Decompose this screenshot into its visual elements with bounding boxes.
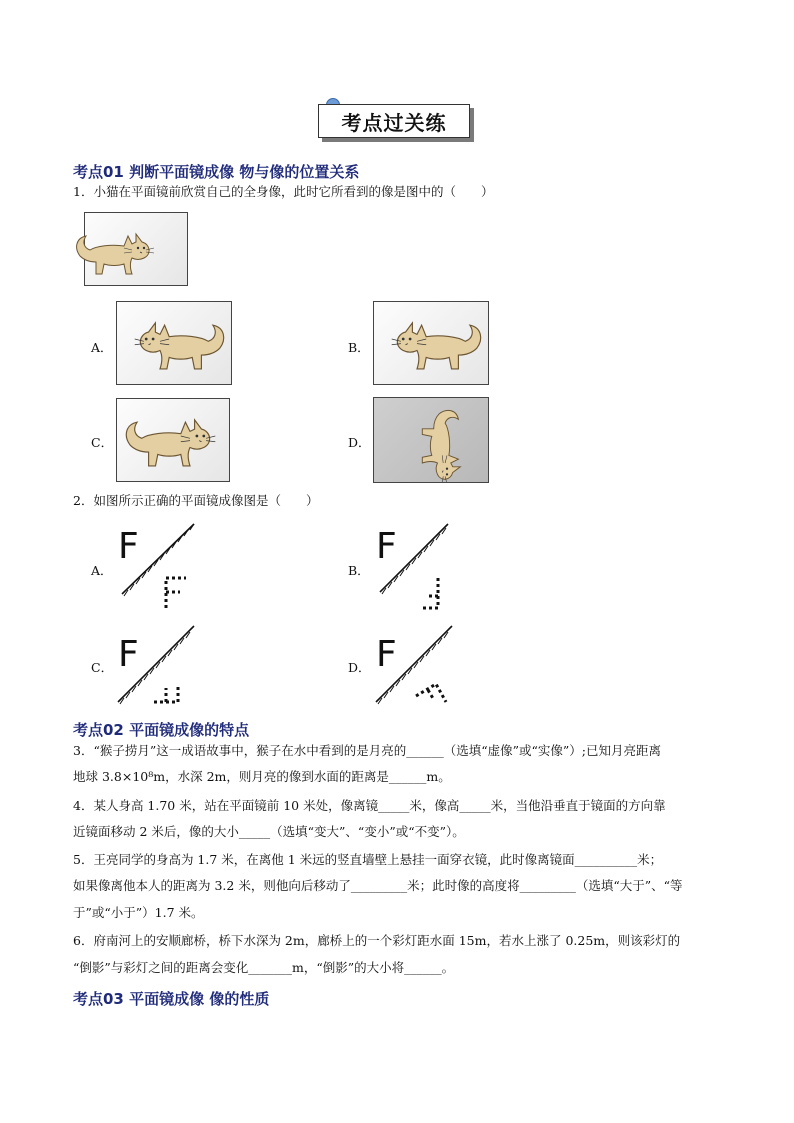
option-2d-figure[interactable] <box>372 622 458 708</box>
letter-f-icon: F <box>376 634 397 675</box>
page-banner: 考点过关练 <box>318 104 470 138</box>
letter-f-icon: F <box>376 526 397 567</box>
letter-f-icon: F <box>118 634 139 675</box>
option-2a-figure[interactable] <box>114 520 200 612</box>
question-6-line-1: 6．府南河上的安顺廊桥，桥下水深为 2m，廊桥上的一个彩灯距水面 15m，若水上涨了 0.25m，则该彩灯的 <box>73 933 681 948</box>
option-1c-label[interactable]: C． <box>91 435 114 450</box>
question-6-line-2: “倒影”与彩灯之间的距离会变化_______m，“倒影”的大小将______。 <box>73 960 455 975</box>
option-1b-label[interactable]: B． <box>348 340 370 355</box>
question-1: 1．小猫在平面镜前欣赏自己的全身像，此时它所看到的像是图中的（ ） <box>73 184 494 199</box>
option-2c-figure[interactable] <box>114 622 200 708</box>
cat-figure-icon <box>374 398 488 482</box>
option-1a-image[interactable] <box>116 301 232 385</box>
question-5-line-2: 如果像离他本人的距离为 3.2 米，则他向后移动了_________米；此时像的高度将_________（选填“大于”、“等 <box>73 878 683 893</box>
option-1d-image[interactable] <box>373 397 489 483</box>
section-heading-1: 考点01 判断平面镜成像 物与像的位置关系 <box>73 163 360 181</box>
option-1c-image[interactable] <box>116 398 230 482</box>
question-4-line-1: 4．某人身高 1.70 米，站在平面镜前 10 米处，像离镜_____米，像高_____米，当他沿垂直于镜面的方向靠 <box>73 798 666 813</box>
cat-figure-icon <box>117 302 231 384</box>
question-1-figure <box>72 212 188 286</box>
option-2c-label[interactable]: C． <box>91 660 114 675</box>
question-2: 2．如图所示正确的平面镜成像图是（ ） <box>73 493 319 508</box>
option-1a-label[interactable]: A． <box>91 340 113 355</box>
cat-figure-icon <box>72 224 162 284</box>
question-3-line-2: 地球 3.8×10⁸m，水深 2m，则月亮的像到水面的距离是______m。 <box>73 769 451 784</box>
question-5-line-1: 5．王亮同学的身高为 1.7 米，在离他 1 米远的竖直墙壁上悬挂一面穿衣镜，此时像离镜面__________米； <box>73 852 663 867</box>
question-5-line-3: 于”或“小于”）1.7 米。 <box>73 905 204 920</box>
section-heading-3: 考点03 平面镜成像 像的性质 <box>73 990 270 1008</box>
option-2d-label[interactable]: D． <box>348 660 371 675</box>
option-1d-label[interactable]: D． <box>348 435 371 450</box>
option-2b-figure[interactable] <box>372 520 458 612</box>
option-2b-label[interactable]: B． <box>348 563 370 578</box>
option-2a-label[interactable]: A． <box>91 563 113 578</box>
question-4-line-2: 近镜面移动 2 米后，像的大小_____（选填“变大”、“变小”或“不变”）。 <box>73 824 465 839</box>
question-3-line-1: 3．“猴子捞月”这一成语故事中，猴子在水中看到的是月亮的______（选填“虚像”或“实像”）;已知月亮距离 <box>73 743 662 758</box>
option-1b-image[interactable] <box>373 301 489 385</box>
cat-figure-icon <box>374 302 488 384</box>
letter-f-icon: F <box>118 526 139 567</box>
cat-figure-icon <box>117 399 229 481</box>
section-heading-2: 考点02 平面镜成像的特点 <box>73 721 250 739</box>
